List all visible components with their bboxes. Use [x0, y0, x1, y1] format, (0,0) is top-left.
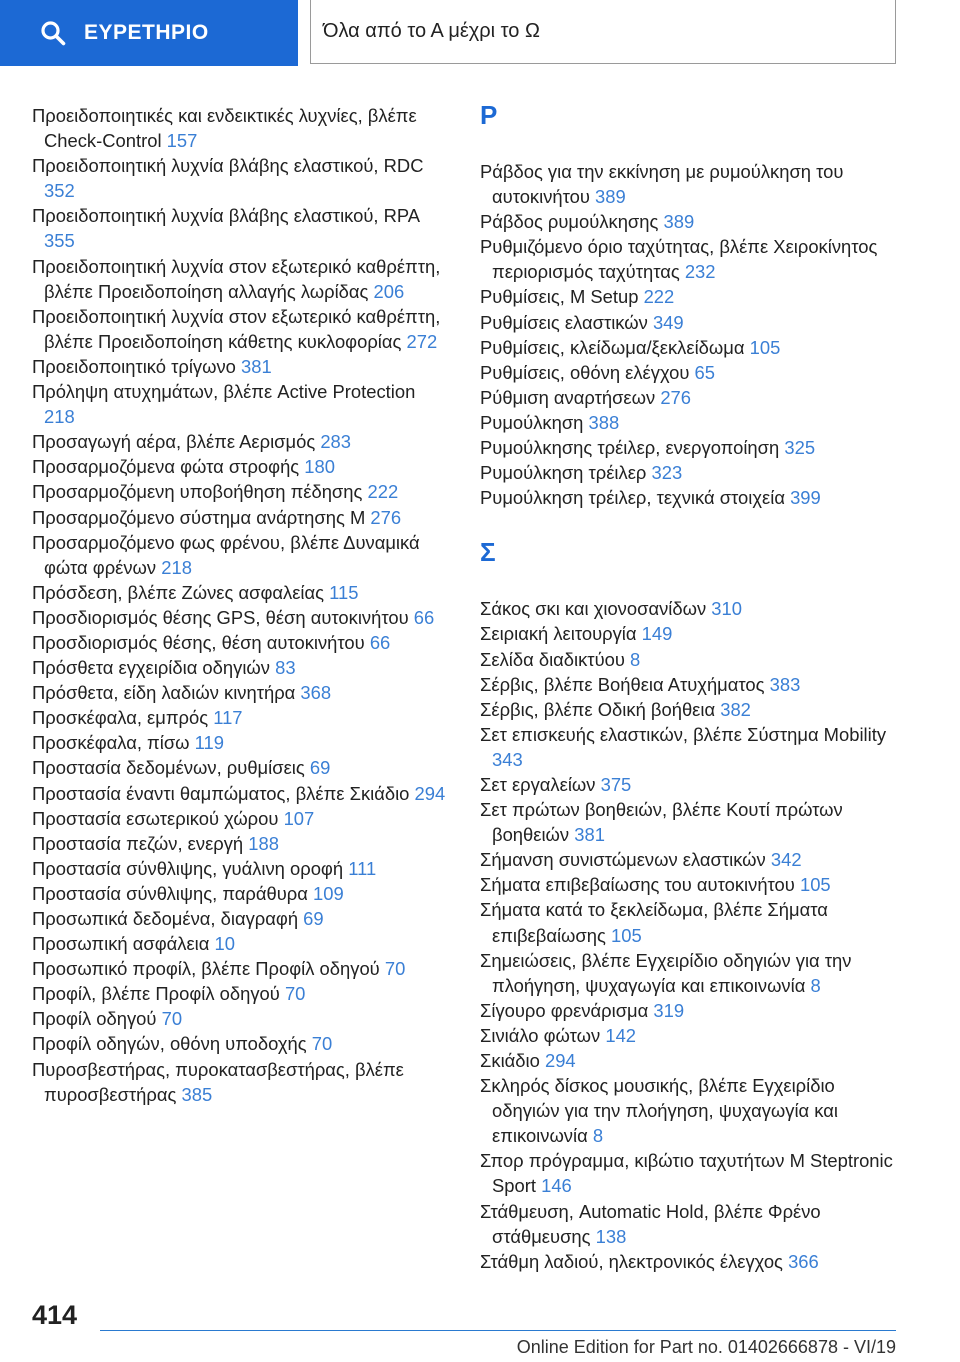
entry-text: Σήματα επιβεβαίωσης του αυτοκινήτου: [480, 874, 795, 896]
index-entry: [480, 1023, 895, 1048]
entry-text: Ρυμούλκηση τρέιλερ: [480, 462, 647, 484]
page-link[interactable]: 70: [384, 958, 406, 980]
page-link[interactable]: 343: [492, 748, 523, 770]
index-entry: [480, 335, 895, 360]
entry-text: Προσωπικό προφίλ, βλέπε Προφίλ οδηγού: [32, 958, 380, 980]
index-entry: [32, 254, 447, 304]
entry-text: Σήματα κατά το ξεκλείδωμα, βλέπε Σήματα επιβεβαίωσης: [480, 899, 828, 946]
index-entry: [480, 672, 895, 697]
page-link[interactable]: 323: [651, 462, 683, 484]
page-link[interactable]: 69: [309, 757, 331, 779]
index-entry: [32, 354, 447, 379]
entry-text: Σινιάλο φώτων: [480, 1024, 601, 1046]
page-link[interactable]: 117: [213, 707, 243, 729]
entry-text: Προστασία σύνθλιψης, γυάλινη οροφή: [32, 857, 344, 879]
page-link[interactable]: 388: [588, 411, 620, 433]
index-entry: [32, 630, 447, 655]
entry-text: Σημειώσεις, βλέπε Εγχειρίδιο οδηγιών για την πλοήγηση, ψυχαγωγία και επικοινωνία: [480, 949, 852, 996]
entry-text: Προσωπικά δεδομένα, διαγραφή: [32, 908, 299, 929]
page-link[interactable]: 105: [799, 874, 831, 896]
index-label: ΕΥΡΕΤΗΡΙΟ: [84, 21, 209, 44]
entry-text: Σέρβις, βλέπε Βοήθεια Ατυχήματος: [480, 673, 765, 695]
page-link[interactable]: 381: [241, 355, 272, 377]
page-link[interactable]: 206: [373, 280, 405, 302]
entry-text: Σετ εργαλείων: [480, 773, 596, 795]
index-entry: [480, 872, 895, 897]
entry-text: Προσαγωγή αέρα, βλέπε Αερισμός: [32, 431, 316, 453]
page-link[interactable]: 10: [214, 933, 235, 955]
index-entry: [32, 429, 447, 454]
entry-text: Ρυθμίσεις, κλείδωμα/ξεκλείδωμα: [480, 336, 745, 358]
page-link[interactable]: 142: [605, 1024, 637, 1046]
page-link[interactable]: 8: [630, 648, 641, 670]
entry-text: Σκληρός δίσκος μουσικής, βλέπε Εγχειρίδιο οδηγιών για την πλοήγηση, ψυχαγωγία και επικοινωνία: [480, 1075, 838, 1147]
index-entry: [32, 906, 447, 931]
page-link[interactable]: 352: [44, 180, 75, 202]
page-link[interactable]: 66: [369, 631, 391, 653]
index-entry: [32, 530, 447, 580]
entry-text: Ρυμούλκηση τρέιλερ, τεχνικά στοιχεία: [480, 487, 785, 509]
index-entry: [480, 485, 895, 510]
entry-text: Προειδοποιητικό τρίγωνο: [32, 355, 236, 377]
page-link[interactable]: 70: [284, 983, 306, 1005]
entry-text: Ράβδος για την εκκίνηση με ρυμούλκηση του αυτοκινήτου: [480, 161, 844, 208]
section-letter-sigma: Σ: [480, 537, 496, 568]
entry-text: Προειδοποιητικές και ενδεικτικές λυχνίες, βλέπε Check-Control: [32, 105, 417, 152]
entry-text: Προσαρμοζόμενη υποβοήθηση πέδησης: [32, 481, 363, 503]
top-bar: [0, 0, 960, 66]
index-entry: [32, 1006, 447, 1031]
entry-text: Προφίλ, βλέπε Προφίλ οδηγού: [32, 983, 280, 1005]
entry-text: Προειδοποιητική λυχνία βλάβης ελαστικού, RDC: [32, 155, 424, 177]
index-entry: [32, 103, 447, 153]
entry-text: Ρυθμίσεις ελαστικών: [480, 311, 648, 333]
entry-text: Προειδοποιητική λυχνία βλάβης ελαστικού, RPA: [32, 205, 420, 227]
entry-text: Σπορ πρόγραμμα, κιβώτιο ταχυτήτων M Steptronic Sport: [480, 1150, 893, 1197]
index-entry: [480, 460, 895, 485]
page-link[interactable]: 157: [166, 130, 198, 152]
page-link[interactable]: 366: [788, 1250, 819, 1272]
entry-text: Προφίλ οδηγών, οθόνη υποδοχής: [32, 1033, 307, 1055]
index-entry: [480, 948, 895, 998]
index-entry: [480, 360, 895, 385]
index-entry: [32, 454, 447, 479]
index-entry: [480, 209, 895, 234]
page-link[interactable]: 310: [711, 598, 742, 620]
entry-text: Προσαρμοζόμενο φως φρένου, βλέπε Δυναμικά φώτα φρένων: [32, 531, 420, 578]
index-entry: [32, 981, 447, 1006]
entry-text: Προστασία σύνθλιψης, παράθυρα: [32, 882, 308, 904]
index-entry: [480, 647, 895, 672]
page-link[interactable]: 65: [694, 361, 715, 383]
page-link[interactable]: 382: [720, 698, 751, 720]
index-entry: [32, 203, 447, 253]
page-link[interactable]: 222: [367, 481, 399, 503]
entry-text: Προσαρμοζόμενα φώτα στροφής: [32, 456, 300, 478]
entry-text: Σκιάδιο: [480, 1050, 540, 1071]
entry-text: Σέρβις, βλέπε Οδική βοήθεια: [480, 698, 716, 720]
index-entry: [32, 806, 447, 831]
page-link[interactable]: 119: [194, 732, 224, 754]
page-link[interactable]: 355: [44, 230, 75, 252]
page-link[interactable]: 385: [181, 1083, 213, 1105]
index-entry: [32, 1031, 447, 1056]
page-link[interactable]: 342: [770, 849, 802, 871]
entry-text: Προειδοποιητική λυχνία στον εξωτερικό καθρέπτη, βλέπε Προειδοποίηση κάθετης κυκλοφορίας: [32, 305, 441, 352]
page-link[interactable]: 325: [784, 437, 816, 459]
page-link[interactable]: 272: [406, 330, 438, 352]
page-link[interactable]: 188: [248, 832, 279, 854]
entry-text: Προστασία πεζών, ενεργή: [32, 832, 244, 854]
section-letter-rho: Ρ: [480, 100, 498, 130]
entry-text: Σετ πρώτων βοηθειών, βλέπε Κουτί πρώτων βοηθειών: [480, 799, 843, 846]
search-icon: [40, 20, 66, 46]
entry-text: Σίγουρο φρενάρισμα: [480, 999, 649, 1021]
index-entry: [480, 435, 895, 460]
sigma-entries: [480, 596, 895, 1274]
footer-divider: [100, 1330, 896, 1331]
page-link[interactable]: 389: [595, 186, 626, 208]
page-link[interactable]: 8: [592, 1125, 604, 1147]
index-entry: [32, 655, 447, 680]
index-column-right: [480, 100, 895, 1274]
index-entry: [32, 856, 447, 881]
index-entry: [480, 897, 895, 947]
index-entry: [32, 153, 447, 203]
entry-text: Προσκέφαλα, εμπρός: [32, 707, 209, 729]
page-link[interactable]: 368: [300, 682, 332, 704]
index-entry: [480, 410, 895, 435]
entry-text: Προειδοποιητική λυχνία στον εξωτερικό καθρέπτη, βλέπε Προειδοποίηση αλλαγής λωρίδας: [32, 255, 441, 302]
index-button[interactable]: [0, 0, 298, 66]
entry-text: Προστασία έναντι θαμπώματος, βλέπε Σκιάδιο: [32, 782, 410, 804]
page-link[interactable]: 383: [769, 673, 801, 695]
index-entry: [32, 755, 447, 780]
entry-text: Πρόσθετα, είδη λαδιών κινητήρα: [32, 682, 296, 704]
entry-text: Προσκέφαλα, πίσω: [32, 732, 190, 754]
index-entry: [480, 234, 895, 284]
page-link[interactable]: 115: [329, 581, 359, 603]
index-entry: [32, 931, 447, 956]
page-link[interactable]: 149: [641, 623, 673, 645]
entry-text: Πρόσθετα εγχειρίδια οδηγιών: [32, 657, 270, 679]
page-link[interactable]: 105: [749, 336, 781, 358]
index-entry: [32, 580, 447, 605]
page-link[interactable]: 276: [370, 506, 402, 528]
page-link[interactable]: 283: [320, 431, 351, 453]
entry-text: Πρόληψη ατυχημάτων, βλέπε Active Protection: [32, 381, 416, 403]
index-column-left: [32, 103, 447, 1107]
index-entry: [480, 284, 895, 309]
edition-note: Online Edition for Part no. 01402666878 - VI/19: [516, 1337, 896, 1357]
page-link[interactable]: 294: [414, 782, 446, 804]
page-link[interactable]: 70: [161, 1008, 183, 1030]
entry-text: Σάκος σκι και χιονοσανίδων: [480, 598, 707, 620]
entry-text: Προσωπική ασφάλεια: [32, 933, 210, 955]
index-entry: [480, 385, 895, 410]
page-link[interactable]: 107: [283, 807, 315, 829]
index-entry: [480, 722, 895, 772]
page-link[interactable]: 105: [610, 924, 642, 946]
entry-text: Προστασία δεδομένων, ρυθμίσεις: [32, 757, 305, 779]
index-entry: [32, 680, 447, 705]
index-entry: [32, 1057, 447, 1107]
index-entry: [32, 956, 447, 981]
page-link[interactable]: 66: [413, 606, 435, 628]
index-entry: [32, 705, 447, 730]
entry-text: Ρυμούλκηση: [480, 411, 584, 433]
entry-text: Ρυθμίσεις, M Setup: [480, 286, 639, 308]
entry-text: Προσαρμοζόμενο σύστημα ανάρτησης M: [32, 506, 366, 528]
index-entry: [480, 1249, 895, 1274]
entry-text: Σήμανση συνιστώμενων ελαστικών: [480, 849, 766, 871]
index-entry: [480, 596, 895, 621]
index-entry: [32, 304, 447, 354]
index-entry: [32, 730, 447, 755]
page-link[interactable]: 381: [574, 824, 605, 846]
index-entry: [32, 479, 447, 504]
page-link[interactable]: 375: [600, 773, 632, 795]
index-entry: [480, 1048, 895, 1073]
entry-text: Στάθμευση, Automatic Hold, βλέπε Φρένο στάθμευσης: [480, 1200, 821, 1247]
index-entry: [480, 697, 895, 722]
page-link[interactable]: 222: [643, 286, 675, 308]
index-entry: [480, 772, 895, 797]
page-link[interactable]: 70: [311, 1033, 333, 1055]
page-link[interactable]: 8: [810, 974, 821, 996]
index-entry: [480, 159, 895, 209]
page-link[interactable]: 276: [660, 386, 691, 408]
page-link[interactable]: 218: [161, 556, 192, 578]
tab-all-a-to-z[interactable]: Όλα από το Α μέχρι το Ω: [310, 0, 896, 64]
entry-text: Στάθμη λαδιού, ηλεκτρονικός έλεγχος: [480, 1250, 783, 1272]
page-link[interactable]: 146: [541, 1175, 572, 1197]
page-number: 414: [32, 1300, 78, 1330]
index-entry: [32, 605, 447, 630]
index-entry: [32, 881, 447, 906]
entry-text: Πυροσβεστήρας, πυροκατασβεστήρας, βλέπε πυροσβεστήρας: [32, 1058, 404, 1105]
index-entry: [480, 797, 895, 847]
page-link[interactable]: 218: [44, 406, 75, 428]
index-entry: [32, 505, 447, 530]
entry-text: Προφίλ οδηγού: [32, 1008, 157, 1030]
page-link[interactable]: 389: [663, 211, 695, 233]
entry-text: Σελίδα διαδικτύου: [480, 648, 625, 670]
page-link[interactable]: 109: [312, 882, 344, 904]
entry-text: Ράβδος ρυμούλκησης: [480, 211, 659, 233]
index-entry: [480, 998, 895, 1023]
page-link[interactable]: 232: [684, 261, 716, 283]
page-link[interactable]: 180: [304, 456, 335, 478]
entry-text: Ρύθμιση αναρτήσεων: [480, 386, 656, 408]
page-link[interactable]: 399: [790, 487, 821, 509]
index-entry: [480, 310, 895, 335]
entry-text: Προσδιορισμός θέσης GPS, θέση αυτοκινήτου: [32, 606, 409, 628]
entry-text: Ρυμούλκησης τρέιλερ, ενεργοποίηση: [480, 437, 780, 459]
index-entry: [32, 831, 447, 856]
page-link[interactable]: 111: [348, 857, 377, 879]
page-link[interactable]: 83: [275, 657, 296, 679]
entry-text: Προστασία εσωτερικού χώρου: [32, 807, 279, 829]
index-entry: [32, 379, 447, 429]
index-entry: [32, 781, 447, 806]
page-link[interactable]: 294: [544, 1050, 576, 1071]
entry-text: Προσδιορισμός θέσης, θέση αυτοκινήτου: [32, 631, 365, 653]
page-link[interactable]: 349: [652, 311, 684, 333]
index-entry: [480, 1199, 895, 1249]
index-entry: [480, 847, 895, 872]
entry-text: Πρόσδεση, βλέπε Ζώνες ασφαλείας: [32, 581, 324, 603]
page-link[interactable]: 69: [303, 908, 324, 929]
entry-text: Ρυθμίσεις, οθόνη ελέγχου: [480, 361, 690, 383]
entry-text: Ρυθμιζόμενο όριο ταχύτητας, βλέπε Χειροκίνητος περιορισμός ταχύτητας: [480, 236, 878, 283]
index-entry: [480, 621, 895, 646]
entry-text: Σειριακή λειτουργία: [480, 623, 637, 645]
index-entry: [480, 1148, 895, 1198]
page-link[interactable]: 138: [595, 1225, 627, 1247]
rho-entries: [480, 159, 895, 510]
entry-text: Σετ επισκευής ελαστικών, βλέπε Σύστημα Mobility: [480, 723, 887, 745]
page-link[interactable]: 319: [653, 999, 685, 1021]
index-entry: [480, 1073, 895, 1148]
